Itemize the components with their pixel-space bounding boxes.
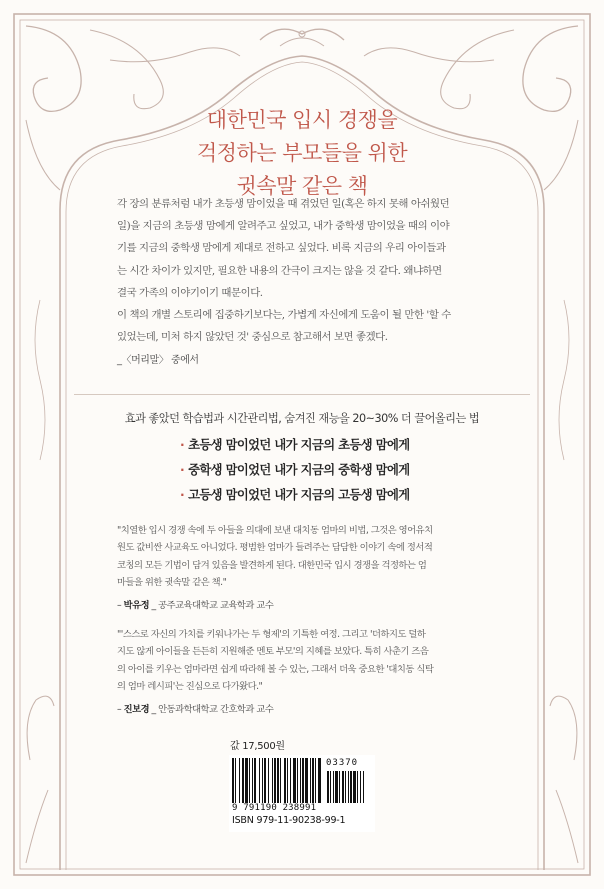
dash: – xyxy=(117,704,122,716)
barcode-bar xyxy=(280,758,281,803)
barcode-bar xyxy=(293,758,296,803)
barcode-addon: 03370 xyxy=(326,758,359,768)
barcode-bar xyxy=(242,758,244,803)
barcode-bar xyxy=(315,758,316,803)
barcode-addon-bar xyxy=(342,771,344,803)
barcode-bar xyxy=(252,758,253,803)
reviewer-name: 박유정 xyxy=(123,600,150,612)
barcode-addon-bar xyxy=(350,771,352,803)
barcode-bar xyxy=(300,758,301,803)
review-quote-2 xyxy=(117,626,491,718)
barcode-addon-bar xyxy=(353,771,356,803)
reviewer-affiliation: _ 안동과학대학교 간호학과 교수 xyxy=(151,704,274,716)
excerpt-line: 는 시간 차이가 있지만, 필요한 내용의 간극이 크지는 않을 것 같다. 왜냐하면 xyxy=(117,264,442,277)
bullet-dot-icon: · xyxy=(180,463,185,477)
excerpt-source: _〈머리말〉 중에서 xyxy=(117,355,199,367)
feature-bullets xyxy=(180,433,410,508)
review-line: 마들을 위한 귓속말 같은 책." xyxy=(117,576,227,588)
preface-excerpt xyxy=(117,193,495,373)
barcode-addon-bar xyxy=(360,771,361,803)
excerpt-line: 이 책의 개별 스토리에 집중하기보다는, 가볍게 자신에게 도움이 될 만한 '할 수 xyxy=(117,309,451,322)
barcode-bar xyxy=(272,758,273,803)
barcode-bar xyxy=(239,758,240,803)
bullet-item xyxy=(180,433,410,458)
barcode-bar xyxy=(235,758,236,803)
barcode-bar xyxy=(290,758,291,803)
barcode-bar xyxy=(312,758,314,803)
tagline-line-3: 귓속말 같은 책 xyxy=(236,174,368,198)
excerpt-line: 결국 가족의 이야기이기 때문이다. xyxy=(117,286,263,299)
excerpt-line: 기를 지금의 중학생 맘에게 제대로 전하고 싶었다. 비록 지금의 우리 아이들과 xyxy=(117,242,446,255)
review-attribution xyxy=(117,597,491,614)
barcode-addon-bar xyxy=(345,771,346,803)
barcode-addon-bar xyxy=(327,771,329,803)
excerpt-line: 일)을 지금의 초등생 맘에게 알려주고 싶었고, 내가 중학생 맘이었을 때의 이야 xyxy=(117,220,450,233)
barcode-bar xyxy=(318,758,321,803)
barcode-addon-bar xyxy=(339,771,340,803)
barcode-addon-bar xyxy=(357,771,358,803)
barcode-addon-bar xyxy=(335,771,338,803)
price-label: 값 17,500원 xyxy=(230,741,285,752)
barcode-bar xyxy=(310,758,311,803)
reviewer-name: 진보경 xyxy=(123,704,150,716)
barcode-number: 9 791190 238991 xyxy=(232,803,317,813)
barcode-bar xyxy=(245,758,248,803)
tagline xyxy=(0,104,604,203)
barcode-addon-bar xyxy=(363,771,364,803)
review-line: 코칭의 모든 기법이 담겨 있음을 발견하게 된다. 대한민국 입시 경쟁을 걱정하는 엄 xyxy=(117,559,427,571)
barcode-bar xyxy=(302,758,304,803)
bullet-text: 초등생 맘이었던 내가 지금의 초등생 맘에게 xyxy=(188,438,410,452)
tagline-line-2: 걱정하는 부모들을 위한 xyxy=(196,141,408,165)
barcode-bar xyxy=(287,758,288,803)
barcode-bar xyxy=(262,758,263,803)
barcode-bar xyxy=(297,758,298,803)
isbn-label: ISBN 979-11-90238-99-1 xyxy=(232,815,346,826)
review-line: "'스스로 자신의 가치를 키워나가는 두 형제'의 기특한 여정. 그리고 '더하지도 덜하 xyxy=(117,629,426,640)
barcode-bar xyxy=(305,758,308,803)
bullet-text: 고등생 맘이었던 내가 지금의 고등생 맘에게 xyxy=(188,488,410,502)
barcode-bar xyxy=(254,758,256,803)
dash: – xyxy=(117,600,122,612)
bullet-item xyxy=(180,483,410,508)
section-divider xyxy=(74,394,530,395)
barcode-bar xyxy=(277,758,279,803)
barcode-bar xyxy=(259,758,260,803)
review-line: 지도 않게 아이들을 든든히 지원해준 멘토 부모'의 지혜를 보았다. 특히 사춘기 즈음 xyxy=(117,646,429,658)
barcode-addon-bar xyxy=(333,771,334,803)
reviewer-affiliation: _ 공주교육대학교 교육학과 교수 xyxy=(151,600,274,612)
review-line: 의 아이를 키우는 엄마라면 쉽게 따라해 볼 수 있는, 그래서 더욱 중요한 '대치동 식탁 xyxy=(117,663,434,675)
subheading: 효과 좋았던 학습법과 시간관리법, 숨겨진 재능을 20~30% 더 끌어올리는 법 xyxy=(124,412,480,425)
bullet-text: 중학생 맘이었던 내가 지금의 중학생 맘에게 xyxy=(188,463,410,477)
barcode-bar xyxy=(284,758,286,803)
bullet-item xyxy=(180,458,410,483)
tagline-line-1: 대한민국 입시 경쟁을 xyxy=(206,108,398,132)
bullet-dot-icon: · xyxy=(180,438,185,452)
barcode-bar xyxy=(268,758,269,803)
barcode-addon-bar xyxy=(330,771,331,803)
barcode-bar xyxy=(232,758,234,803)
excerpt-line: 각 장의 분류처럼 내가 초등생 맘이었을 때 겪었던 일(혹은 하지 못해 아쉬웠던 xyxy=(117,198,450,210)
barcode-addon-bar xyxy=(348,771,349,803)
review-quote-1 xyxy=(117,522,491,614)
excerpt-line: 있었는데, 미처 하지 않았던 것' 중심으로 참고해서 보면 좋겠다. xyxy=(117,331,388,344)
review-attribution xyxy=(117,701,491,718)
review-line: 의 엄마 레시피'는 진심으로 다가왔다." xyxy=(117,680,263,692)
bullet-dot-icon: · xyxy=(180,488,185,502)
review-line: 원도 값비싼 사교육도 아니었다. 평범한 엄마가 들려주는 담담한 이야기 속에 정서적 xyxy=(117,542,433,554)
review-line: "치열한 입시 경쟁 속에 두 아들을 의대에 보낸 대치동 엄마의 비법, 그것은 영어유치 xyxy=(117,525,433,536)
barcode-bar xyxy=(264,758,266,803)
barcode-bar xyxy=(249,758,250,803)
barcode-bar xyxy=(274,758,276,803)
